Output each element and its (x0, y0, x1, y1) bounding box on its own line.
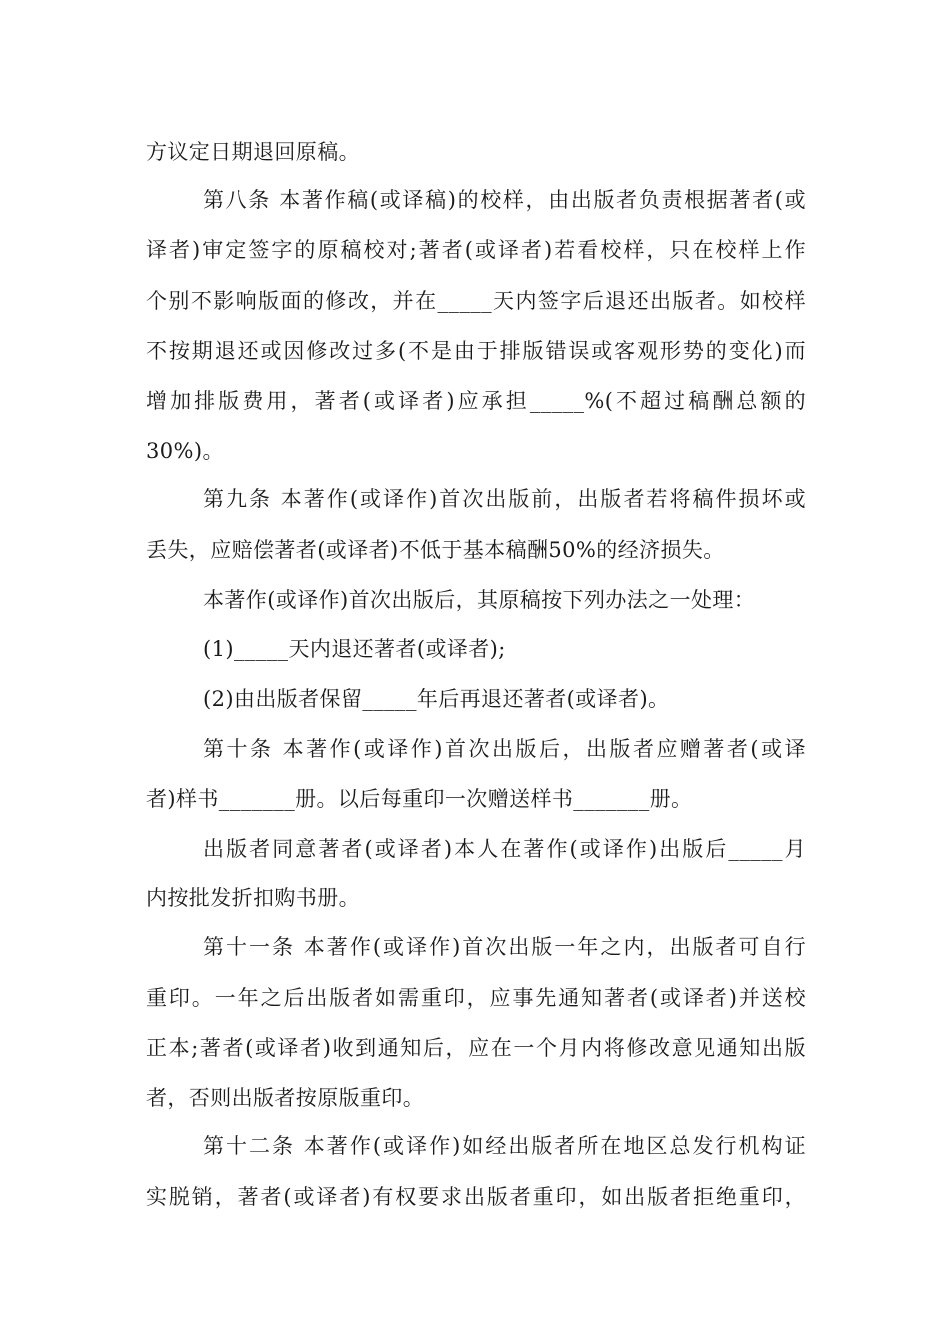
text-line: 方议定日期退回原稿。 (146, 140, 360, 164)
text-line: 本著作(或译作)首次出版后，其原稿按下列办法之一处理： (203, 588, 756, 612)
text-line: 出版者同意著者(或译者)本人在著作(或译作)出版后_____月 (203, 837, 806, 861)
text-line: 正本;著者(或译者)收到通知后，应在一个月内将修改意见通知出版 (146, 1036, 806, 1060)
text-line: 丢失，应赔偿著者(或译者)不低于基本稿酬50%的经济损失。 (146, 538, 725, 562)
text-line: 者，否则出版者按原版重印。 (146, 1086, 425, 1110)
text-line: 第八条 本著作稿(或译稿)的校样，由出版者负责根据著者(或 (203, 188, 806, 212)
text-line: (1)_____天内退还著者(或译者); (203, 637, 506, 661)
text-line: 增加排版费用，著者(或译者)应承担_____%(不超过稿酬总额的 (146, 389, 806, 413)
text-line: 第九条 本著作(或译作)首次出版前，出版者若将稿件损坏或 (203, 487, 806, 511)
text-line: 实脱销，著者(或译者)有权要求出版者重印，如出版者拒绝重印， (146, 1185, 806, 1209)
text-line: 第十一条 本著作(或译作)首次出版一年之内，出版者可自行 (203, 935, 806, 959)
text-line: 第十二条 本著作(或译作)如经出版者所在地区总发行机构证 (203, 1134, 806, 1158)
text-line: 30%)。 (146, 439, 224, 463)
text-line: 重印。一年之后出版者如需重印，应事先通知著者(或译者)并送校 (146, 986, 806, 1010)
text-line: 译者)审定签字的原稿校对;著者(或译者)若看校样，只在校样上作 (146, 238, 806, 262)
text-line: 不按期退还或因修改过多(不是由于排版错误或客观形势的变化)而 (146, 339, 806, 363)
text-line: 者)样书_______册。以后每重印一次赠送样书_______册。 (146, 787, 693, 811)
text-line: 个别不影响版面的修改，并在_____天内签字后退还出版者。如校样 (146, 289, 806, 313)
text-line: 第十条 本著作(或译作)首次出版后，出版者应赠著者(或译 (203, 737, 806, 761)
text-line: 内按批发折扣购书册。 (146, 886, 360, 910)
text-line: (2)由出版者保留_____年后再退还著者(或译者)。 (203, 687, 670, 711)
